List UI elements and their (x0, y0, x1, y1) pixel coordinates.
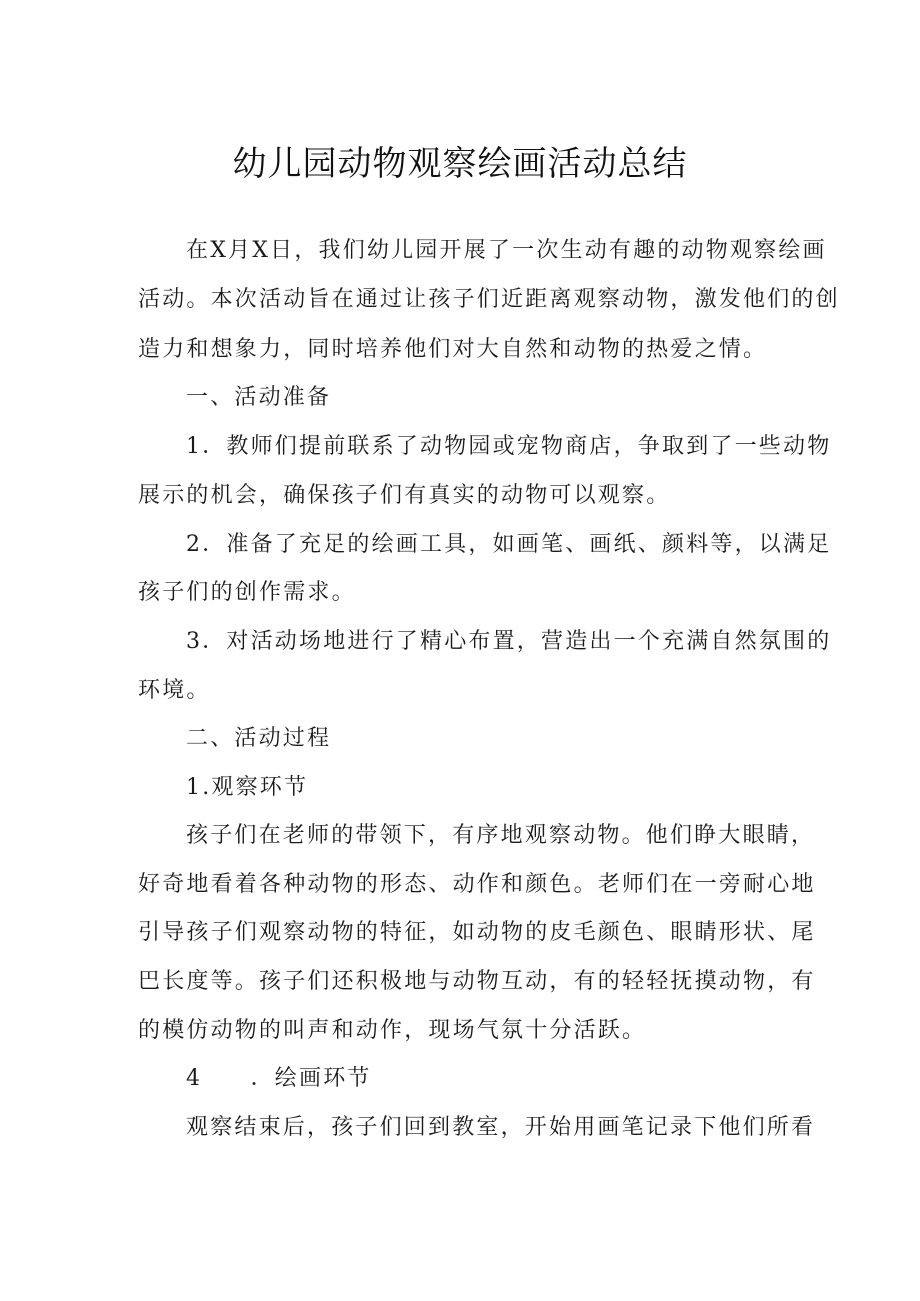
paragraph-intro-line-1: 在X月X日，我们幼儿园开展了一次生动有趣的动物观察绘画 (186, 238, 827, 263)
paragraph-intro-line-2: 活动。本次活动旨在通过让孩子们近距离观察动物，激发他们的创 (138, 287, 840, 312)
observation-paragraph-line-1: 孩子们在老师的带领下，有序地观察动物。他们睁大眼睛， (186, 823, 816, 848)
observation-paragraph-line-2: 好奇地看着各种动物的形态、动作和颜色。老师们在一旁耐心地 (138, 872, 816, 897)
section-heading-process: 二、活动过程 (186, 726, 332, 751)
subheading-drawing: 4 ．绘画环节 (186, 1066, 372, 1091)
prep-item-3-line-1: 3．对活动场地进行了精心布置，营造出一个充满自然氛围的 (186, 629, 832, 654)
document-title: 幼儿园动物观察绘画活动总结 (232, 144, 688, 184)
section-heading-preparation: 一、活动准备 (186, 385, 332, 410)
prep-item-2-line-2: 孩子们的创作需求。 (138, 580, 356, 605)
paragraph-intro-line-3: 造力和想象力，同时培养他们对大自然和动物的热爱之情。 (138, 337, 768, 362)
observation-paragraph-line-3: 引导孩子们观察动物的特征，如动物的皮毛颜色、眼睛形状、尾 (138, 920, 816, 945)
prep-item-1-line-1: 1．教师们提前联系了动物园或宠物商店，争取到了一些动物 (186, 434, 832, 459)
subheading-observation: 1.观察环节 (186, 775, 309, 800)
drawing-paragraph-line-1: 观察结束后，孩子们回到教室，开始用画笔记录下他们所看 (186, 1115, 816, 1140)
observation-paragraph-line-5: 的模仿动物的叫声和动作，现场气氛十分活跃。 (138, 1018, 647, 1043)
observation-paragraph-line-4: 巴长度等。孩子们还积极地与动物互动，有的轻轻抚摸动物，有 (138, 969, 816, 994)
prep-item-1-line-2: 展示的机会，确保孩子们有真实的动物可以观察。 (138, 483, 671, 508)
prep-item-3-line-2: 环境。 (138, 678, 211, 703)
prep-item-2-line-1: 2．准备了充足的绘画工具，如画笔、画纸、颜料等，以满足 (186, 532, 832, 557)
